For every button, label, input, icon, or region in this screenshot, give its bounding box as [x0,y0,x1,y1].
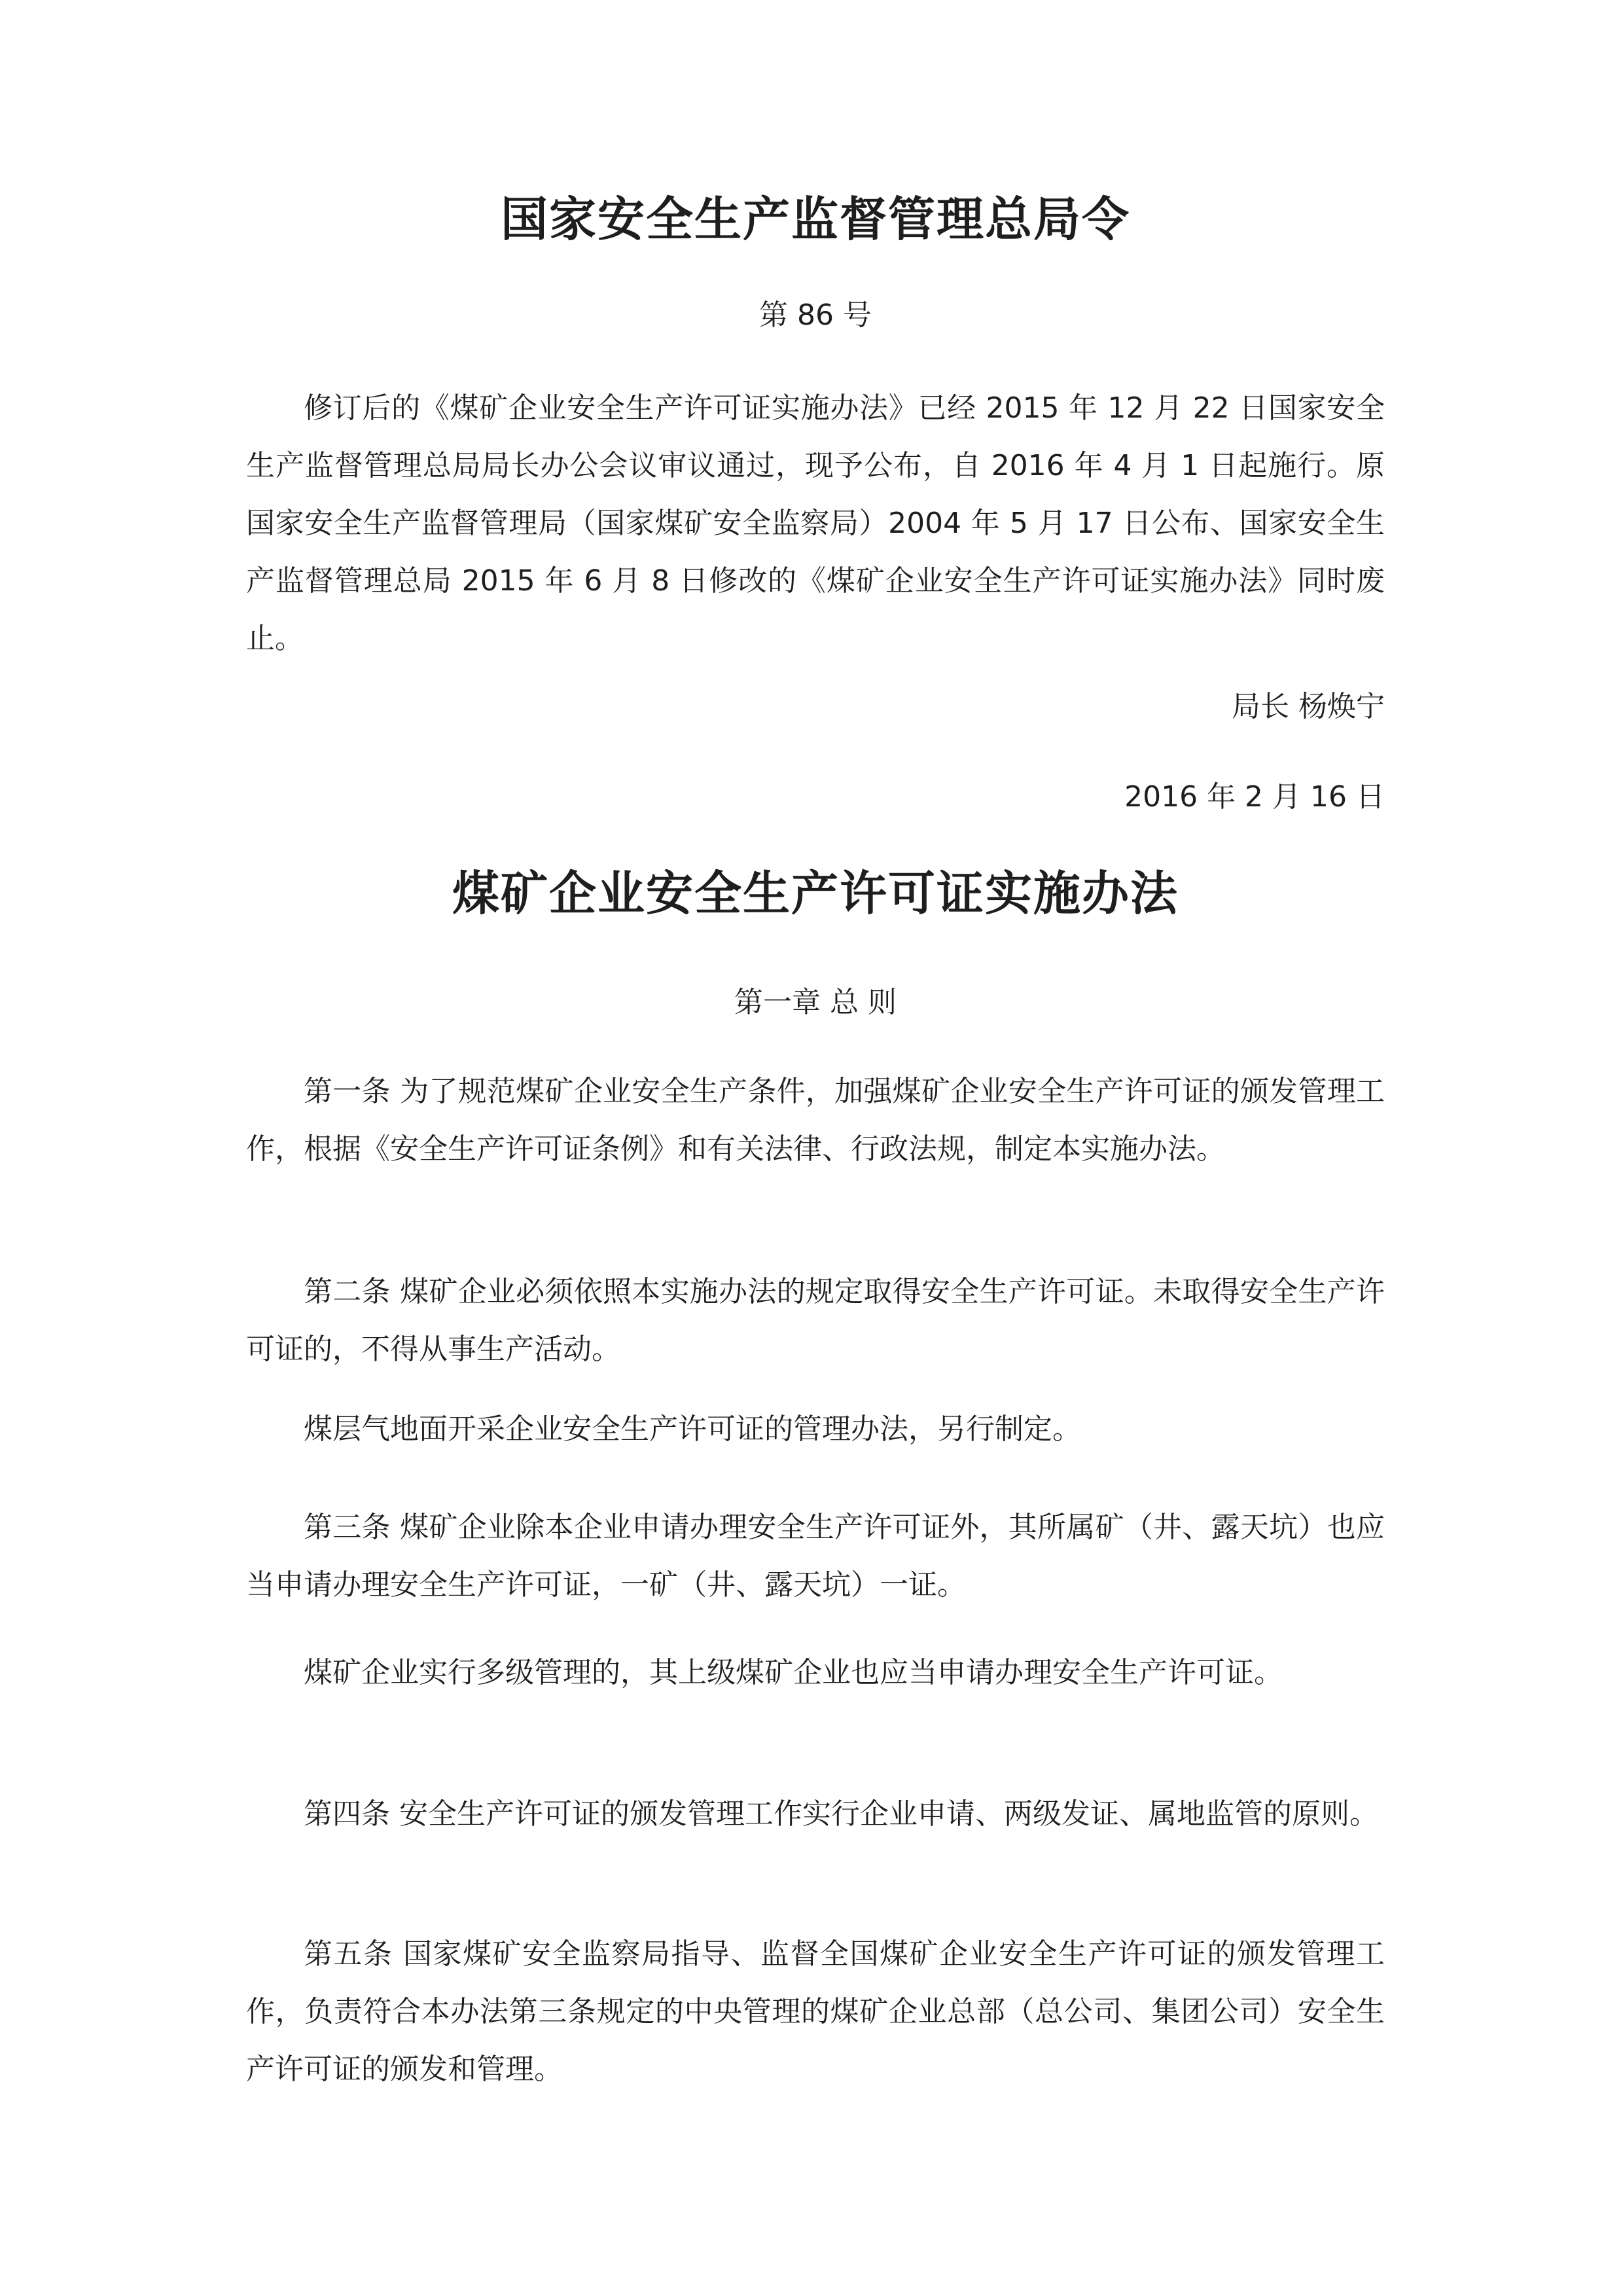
order-body: 修订后的《煤矿企业安全生产许可证实施办法》已经 2015 年 12 月 22 日国家安全生产监督管理总局局长办公会议审议通过，现予公布，自 2016 年 4 月 1 日起施行。原国家安全生产监督管理局（国家煤矿安全监察局）2004 年 5 月 17 日公布、国家安全生产监督管理总局 2015 年 6 月 8 日修改的《煤矿企业安全生产许可证实施办法》同时废止。 [246,391,1385,655]
order-title: 国家安全生产监督管理总局令 [500,191,1130,247]
chapter-heading: 第一章 总 则 [734,986,897,1019]
article-3: 第三条 煤矿企业除本企业申请办理安全生产许可证外，其所属矿（井、露天坑）也应当申请办理安全生产许可证，一矿（井、露天坑）一证。 [246,1511,1385,1602]
article-2-paragraph-2: 煤层气地面开采企业安全生产许可证的管理办法，另行制定。 [304,1412,1081,1446]
order-date: 2016 年 2 月 16 日 [1124,780,1385,814]
regulation-title: 煤矿企业安全生产许可证实施办法 [452,865,1179,921]
order-signatory: 局长 杨焕宁 [1232,690,1385,723]
article-3-paragraph-2: 煤矿企业实行多级管理的，其上级煤矿企业也应当申请办理安全生产许可证。 [304,1656,1283,1689]
article-2: 第二条 煤矿企业必须依照本实施办法的规定取得安全生产许可证。未取得安全生产许可证的，不得从事生产活动。 [246,1275,1385,1366]
order-number: 第 86 号 [759,298,872,332]
article-4: 第四条 安全生产许可证的颁发管理工作实行企业申请、两级发证、属地监管的原则。 [304,1797,1378,1831]
article-5: 第五条 国家煤矿安全监察局指导、监督全国煤矿企业安全生产许可证的颁发管理工作，负责符合本办法第三条规定的中央管理的煤矿企业总部（总公司、集团公司）安全生产许可证的颁发和管理。 [246,1937,1385,2086]
article-1: 第一条 为了规范煤矿企业安全生产条件，加强煤矿企业安全生产许可证的颁发管理工作，根据《安全生产许可证条例》和有关法律、行政法规，制定本实施办法。 [246,1075,1385,1166]
document-page [246,0,1385,2296]
